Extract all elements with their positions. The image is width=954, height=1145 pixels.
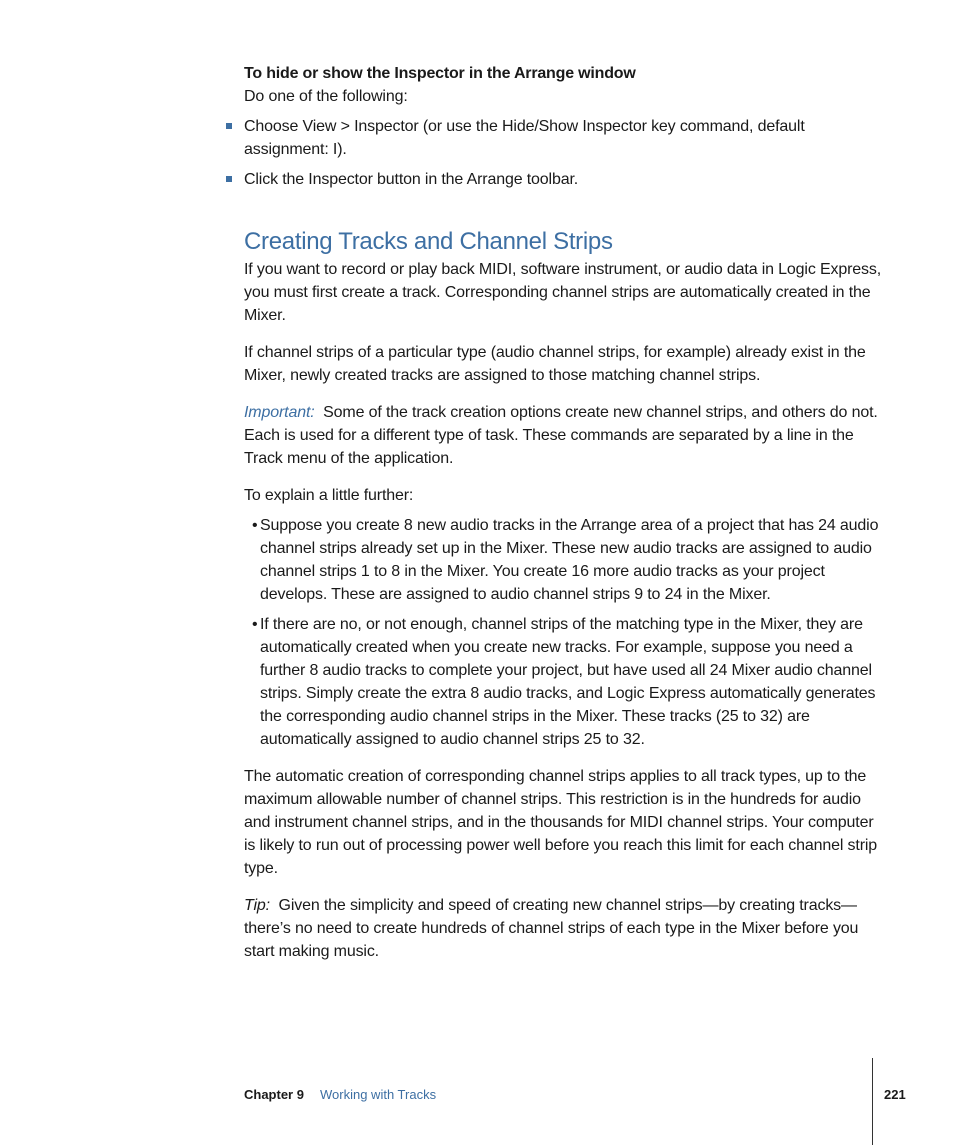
tip-label: Tip:: [244, 897, 270, 914]
square-bullet-icon: [226, 176, 232, 182]
important-note: [244, 401, 884, 470]
body-paragraph: If channel strips of a particular type (audio channel strips, for example) already exist in the Mixer, newly created tracks are assigned to those matching channel strips.: [244, 344, 866, 384]
tip-text: Given the simplicity and speed of creating new channel strips—by creating tracks—there’s no need to create hundreds of channel strips of each type in the Mixer before you start making music.: [244, 897, 859, 960]
task-title: To hide or show the Inspector in the Arrange window: [244, 65, 636, 82]
square-bullet-icon: [226, 123, 232, 129]
body-paragraph: If you want to record or play back MIDI, software instrument, or audio data in Logic Express, you must first create a track. Corresponding channel strips are automatically created in the Mixer.: [244, 261, 882, 324]
footer-divider: [872, 1058, 873, 1145]
footer-chapter-title: Working with Tracks: [320, 1087, 437, 1102]
list-item: Suppose you create 8 new audio tracks in the Arrange area of a project that has 24 audio channel strips already set up in the Mixer. These new audio tracks are assigned to audio channel strips 1 to 8 in the Mixer. You create 16 more audio tracks as your project develops. These are assigned to audio channel strips 9 to 24 in the Mixer.: [260, 517, 879, 603]
closing-paragraph: The automatic creation of corresponding channel strips applies to all track types, up to the maximum allowable number of channel strips. This restriction is in the hundreds for audio and instrument channel strips, and in the thousands for MIDI channel strips. Your computer is likely to run out of processing power well before you reach this limit for each channel strip type.: [244, 768, 878, 877]
explain-intro: To explain a little further:: [244, 487, 414, 504]
task-step: Choose View > Inspector (or use the Hide/Show Inspector key command, default assignment: I).: [244, 118, 805, 158]
page-number: 221: [884, 1087, 906, 1102]
dot-bullet-icon: •: [252, 616, 258, 633]
task-intro: Do one of the following:: [244, 88, 408, 105]
important-label: Important:: [244, 404, 315, 421]
task-step: Click the Inspector button in the Arrange toolbar.: [244, 171, 579, 188]
important-text: Some of the track creation options create new channel strips, and others do not. Each is used for a different type of task. These commands are separated by a line in the Track menu of the application.: [244, 404, 878, 467]
tip-note: [244, 894, 884, 963]
dot-bullet-icon: •: [252, 517, 258, 534]
list-item: If there are no, or not enough, channel strips of the matching type in the Mixer, they are automatically created when you create new tracks. For example, suppose you need a further 8 audio tracks to complete your project, but have used all 24 Mixer audio channel strips. Simply create the extra 8 audio tracks, and Logic Express automatically generates the corresponding audio channel strips in the Mixer. These tracks (25 to 32) are automatically assigned to audio channel strips 25 to 32.: [260, 616, 876, 748]
section-heading: Creating Tracks and Channel Strips: [244, 228, 613, 255]
footer-chapter: Chapter 9: [244, 1087, 304, 1102]
